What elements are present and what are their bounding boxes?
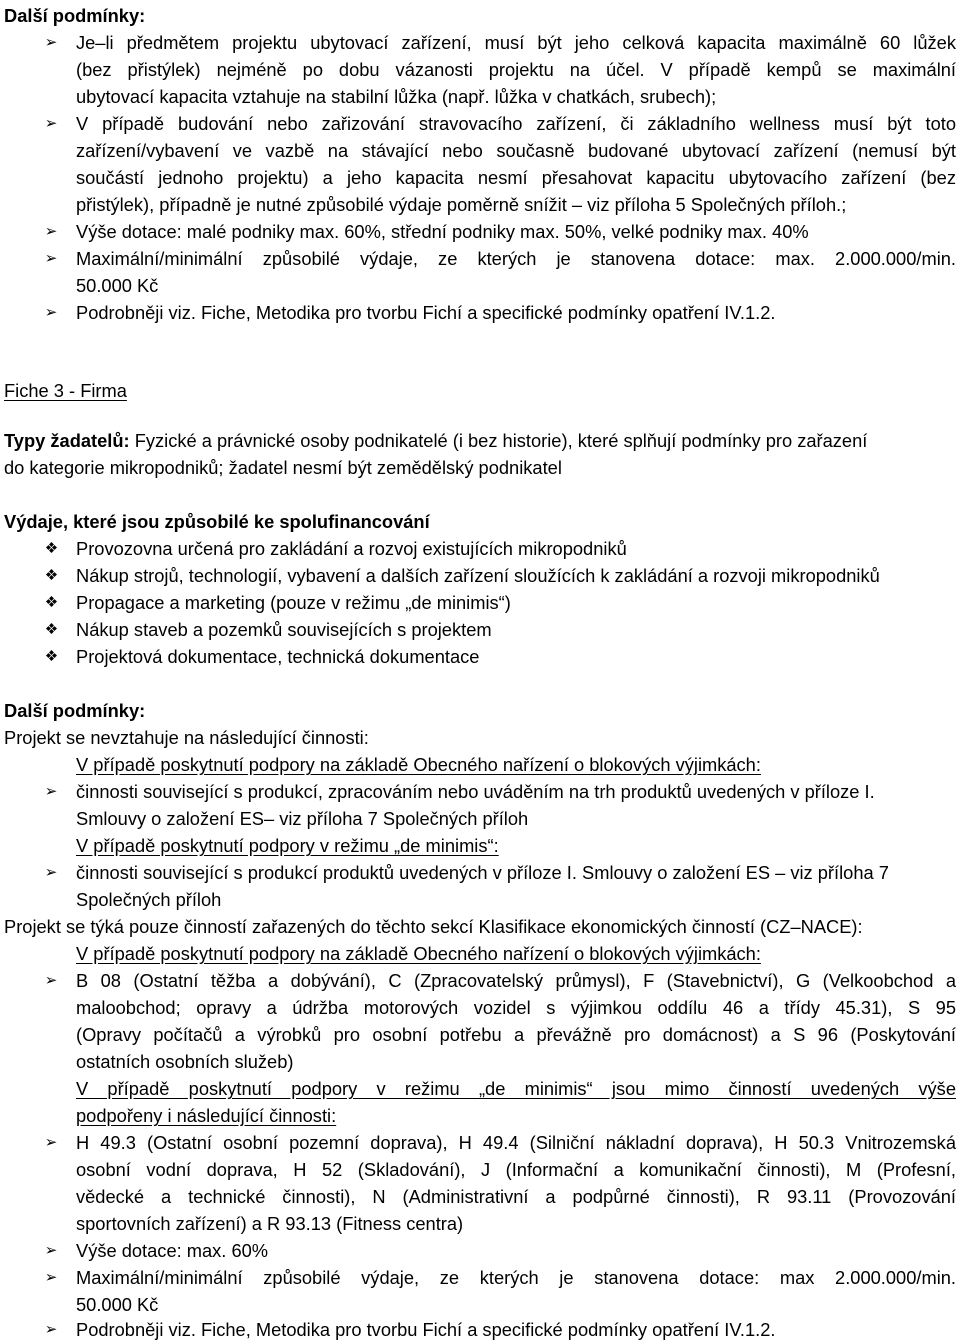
subheading: V případě poskytnutí podpory v režimu „de minimis“: <box>76 835 499 856</box>
arrow-bullet-icon: ➢ <box>44 250 58 267</box>
bullet-line: součástí jednoho projektu) a jeho kapacita nesmí přesahovat kapacitu ubytovacího zařízení (bez <box>76 167 956 188</box>
bullet-line: Výše dotace: malé podniky max. 60%, střední podniky max. 50%, velké podniky max. 40% <box>76 221 809 242</box>
subheading: V případě poskytnutí podpory na základě Obecného nařízení o blokových výjimkách: <box>76 754 761 775</box>
section-heading: Další podmínky: <box>4 5 146 26</box>
paragraph: Projekt se nevztahuje na následující činnosti: <box>4 727 369 748</box>
bullet-line: 50.000 Kč <box>76 1294 159 1315</box>
arrow-bullet-icon: ➢ <box>44 1321 58 1338</box>
expense-item: Provozovna určená pro zakládání a rozvoj existujících mikropodniků <box>76 538 627 559</box>
bullet-line: Je–li předmětem projektu ubytovací zařízení, musí být jeho celková kapacita maximálně 60 lůžek <box>76 32 956 53</box>
bullet-line: ubytovací kapacita vztahuje na stabilní lůžka (např. lůžka v chatkách, srubech); <box>76 86 717 107</box>
diamond-bullet-icon: ❖ <box>44 567 58 584</box>
arrow-bullet-icon: ➢ <box>44 972 58 989</box>
bullet-line: maloobchod; opravy a údržba motorových vozidel s výjimkou oddílu 46 a třídy 45.31), S 95 <box>76 997 956 1018</box>
arrow-bullet-icon: ➢ <box>44 115 58 132</box>
bullet-line: V případě budování nebo zařizování stravovacího zařízení, či základního wellness musí být toto <box>76 113 956 134</box>
subheading: podpořeny i následující činnosti: <box>76 1105 337 1126</box>
subheading: V případě poskytnutí podpory v režimu „de minimis“ jsou mimo činností uvedených výše <box>76 1078 956 1099</box>
arrow-bullet-icon: ➢ <box>44 1134 58 1151</box>
section-heading: Další podmínky: <box>4 700 146 721</box>
bullet-line: Výše dotace: max. 60% <box>76 1240 269 1261</box>
arrow-bullet-icon: ➢ <box>44 783 58 800</box>
bullet-line: Smlouvy o založení ES– viz příloha 7 Společných příloh <box>76 808 529 829</box>
diamond-bullet-icon: ❖ <box>44 648 58 665</box>
arrow-bullet-icon: ➢ <box>44 304 58 321</box>
bullet-line: přistýlek), případně je nutné způsobilé výdaje poměrně snížit – viz příloha 5 Společných příloh.; <box>76 194 847 215</box>
bullet-line: Podrobněji viz. Fiche, Metodika pro tvorbu Fichí a specifické podmínky opatření IV.1.2. <box>76 302 776 323</box>
bullet-line: činnosti související s produkcí, zpracováním nebo uváděním na trh produktů uvedených v příloze I. <box>76 781 875 802</box>
bullet-line: Společných příloh <box>76 889 222 910</box>
expense-item: Nákup staveb a pozemků souvisejících s projektem <box>76 619 492 640</box>
arrow-bullet-icon: ➢ <box>44 864 58 881</box>
subheading: V případě poskytnutí podpory na základě Obecného nařízení o blokových výjimkách: <box>76 943 761 964</box>
bullet-line: 50.000 Kč <box>76 275 159 296</box>
bullet-line: zařízení/vybavení ve vazbě na stávající nebo současně budované ubytovací zařízení (nemusí být <box>76 140 956 161</box>
diamond-bullet-icon: ❖ <box>44 621 58 638</box>
arrow-bullet-icon: ➢ <box>44 34 58 51</box>
applicants-label: Typy žadatelů: <box>4 430 130 451</box>
bullet-line: činnosti související s produkcí produktů uvedených v příloze I. Smlouvy o založení ES – viz příloha 7 <box>76 862 889 883</box>
bullet-line: sportovních zařízení) a R 93.13 (Fitness centra) <box>76 1213 464 1234</box>
expenses-heading: Výdaje, které jsou způsobilé ke spolufinancování <box>4 511 430 532</box>
diamond-bullet-icon: ❖ <box>44 540 58 557</box>
bullet-line: Maximální/minimální způsobilé výdaje, ze kterých je stanovena dotace: max. 2.000.000/min. <box>76 248 956 269</box>
expense-item: Projektová dokumentace, technická dokumentace <box>76 646 480 667</box>
bullet-line: ostatních osobních služeb) <box>76 1051 294 1072</box>
arrow-bullet-icon: ➢ <box>44 223 58 240</box>
diamond-bullet-icon: ❖ <box>44 594 58 611</box>
bullet-line: vědecké a technické činnosti), N (Administrativní a podpůrné činnosti), R 93.11 (Provozování <box>76 1186 956 1207</box>
bullet-line: osobní vodní doprava, H 52 (Skladování), J (Informační a komunikační činnosti), M (Profesní, <box>76 1159 956 1180</box>
bullet-line: B 08 (Ostatní těžba a dobývání), C (Zpracovatelský průmysl), F (Stavebnictví), G (Velkoobchod a <box>76 970 956 991</box>
bullet-line: (bez přistýlek) nejméně po dobu vázanosti projektu na účel. V případě kempů se maximální <box>76 59 956 80</box>
arrow-bullet-icon: ➢ <box>44 1269 58 1286</box>
bullet-line: Podrobněji viz. Fiche, Metodika pro tvorbu Fichí a specifické podmínky opatření IV.1.2. <box>76 1319 776 1340</box>
expense-item: Nákup strojů, technologií, vybavení a dalších zařízení sloužících k zakládání a rozvoji mikropodniků <box>76 565 880 586</box>
bullet-line: H 49.3 (Ostatní osobní pozemní doprava), H 49.4 (Silniční nákladní doprava), H 50.3 Vnitrozemská <box>76 1132 956 1153</box>
applicants-line: do kategorie mikropodniků; žadatel nesmí být zemědělský podnikatel <box>4 457 562 478</box>
expense-item: Propagace a marketing (pouze v režimu „de minimis“) <box>76 592 511 613</box>
applicants-line <box>4 427 956 454</box>
bullet-line: (Opravy počítačů a výrobků pro osobní potřebu a převážně pro domácnost) a S 96 (Poskytování <box>76 1024 956 1045</box>
arrow-bullet-icon: ➢ <box>44 1242 58 1259</box>
applicants-text: Fyzické a právnické osoby podnikatelé (i bez historie), které splňují podmínky pro zařazení <box>129 430 868 451</box>
paragraph: Projekt se týká pouze činností zařazených do těchto sekcí Klasifikace ekonomických činností (CZ–NACE): <box>4 916 863 937</box>
bullet-line: Maximální/minimální způsobilé výdaje, ze kterých je stanovena dotace: max 2.000.000/min. <box>76 1267 956 1288</box>
fiche-title: Fiche 3 - Firma <box>4 380 127 401</box>
